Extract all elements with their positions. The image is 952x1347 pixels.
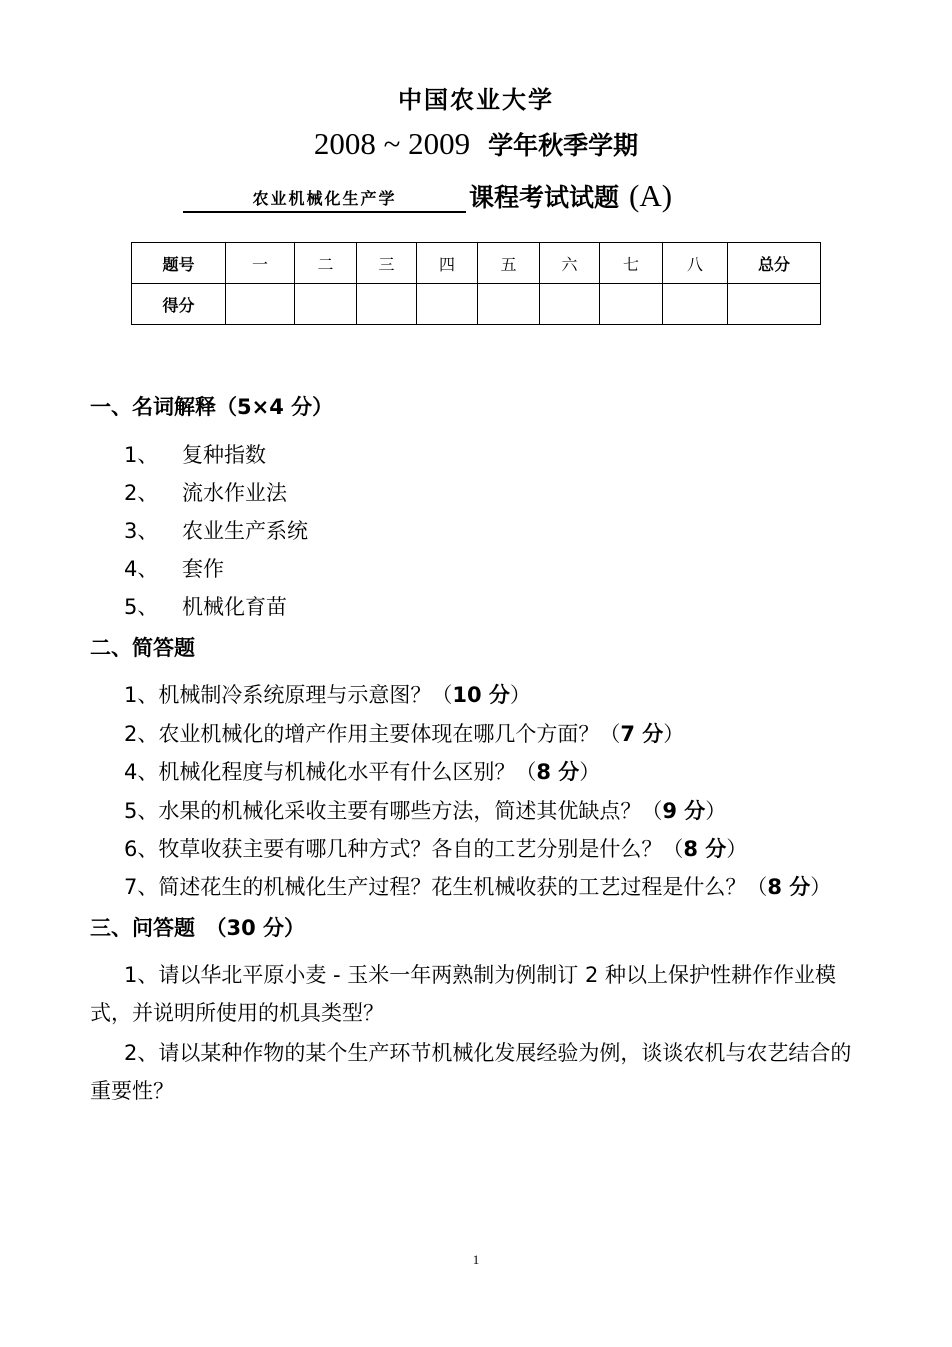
score-cell[interactable] (540, 284, 600, 325)
score-cell[interactable] (295, 284, 357, 325)
column-header: 五 (478, 243, 540, 284)
score-cell[interactable] (478, 284, 540, 325)
question-number-label: 题号 (132, 243, 226, 284)
score-table-score-row (132, 284, 821, 325)
column-header: 六 (540, 243, 600, 284)
question-item: 4、机械化程度与机械化水平有什么区别？（8 分） (124, 760, 601, 784)
paper-version: (A) (629, 178, 673, 213)
score-table (131, 242, 821, 325)
column-header: 八 (663, 243, 728, 284)
total-score-header: 总分 (728, 243, 821, 284)
list-item: 4、 套作 (124, 557, 224, 581)
score-cell[interactable] (728, 284, 821, 325)
score-cell[interactable] (226, 284, 295, 325)
semester-label: 学年秋季学期 (488, 131, 639, 160)
list-item: 3、 农业生产系统 (124, 519, 308, 543)
question-item: 6、牧草收获主要有哪几种方式？各自的工艺分别是什么？（8 分） (124, 837, 748, 861)
column-header: 三 (357, 243, 417, 284)
question-item: 5、水果的机械化采收主要有哪些方法，简述其优缺点？（9 分） (124, 799, 727, 823)
column-header: 一 (226, 243, 295, 284)
page-number: 1 (472, 1252, 480, 1267)
list-item: 2、 流水作业法 (124, 481, 287, 505)
score-label: 得分 (132, 284, 226, 325)
question-item: 1、机械制冷系统原理与示意图？（10 分） (124, 683, 531, 707)
section1-heading: 一、名词解释（5×4 分） (90, 395, 334, 419)
score-cell[interactable] (417, 284, 478, 325)
score-cell[interactable] (663, 284, 728, 325)
column-header: 四 (417, 243, 478, 284)
question-item: 7、简述花生的机械化生产过程？花生机械收获的工艺过程是什么？（8 分） (124, 875, 832, 899)
section2-heading: 二、简答题 (90, 636, 195, 660)
course-exam-title (183, 178, 803, 218)
question-item: 2、农业机械化的增产作用主要体现在哪几个方面？（7 分） (124, 722, 685, 746)
university-title: 中国农业大学 (398, 86, 554, 114)
semester-title (0, 126, 952, 162)
score-cell[interactable] (600, 284, 663, 325)
course-name: 农业机械化生产学 (183, 186, 466, 213)
score-table-header-row (132, 243, 821, 284)
section3-heading: 三、问答题 （30 分） (90, 916, 306, 940)
column-header: 二 (295, 243, 357, 284)
score-cell[interactable] (357, 284, 417, 325)
essay-question: 2、请以某种作物的某个生产环节机械化发展经验为例，谈谈农机与农艺结合的重要性？ (90, 1041, 852, 1103)
exam-title-text: 课程考试试题 (469, 183, 620, 212)
list-item: 1、 复种指数 (124, 443, 266, 467)
essay-question: 1、请以华北平原小麦 - 玉米一年两熟制为例制订 2 种以上保护性耕作作业模式，并说明所使用的机具类型？ (90, 963, 836, 1025)
academic-years: 2008 ~ 2009 (313, 126, 471, 161)
exam-title (469, 178, 672, 214)
list-item: 5、 机械化育苗 (124, 595, 287, 619)
column-header: 七 (600, 243, 663, 284)
